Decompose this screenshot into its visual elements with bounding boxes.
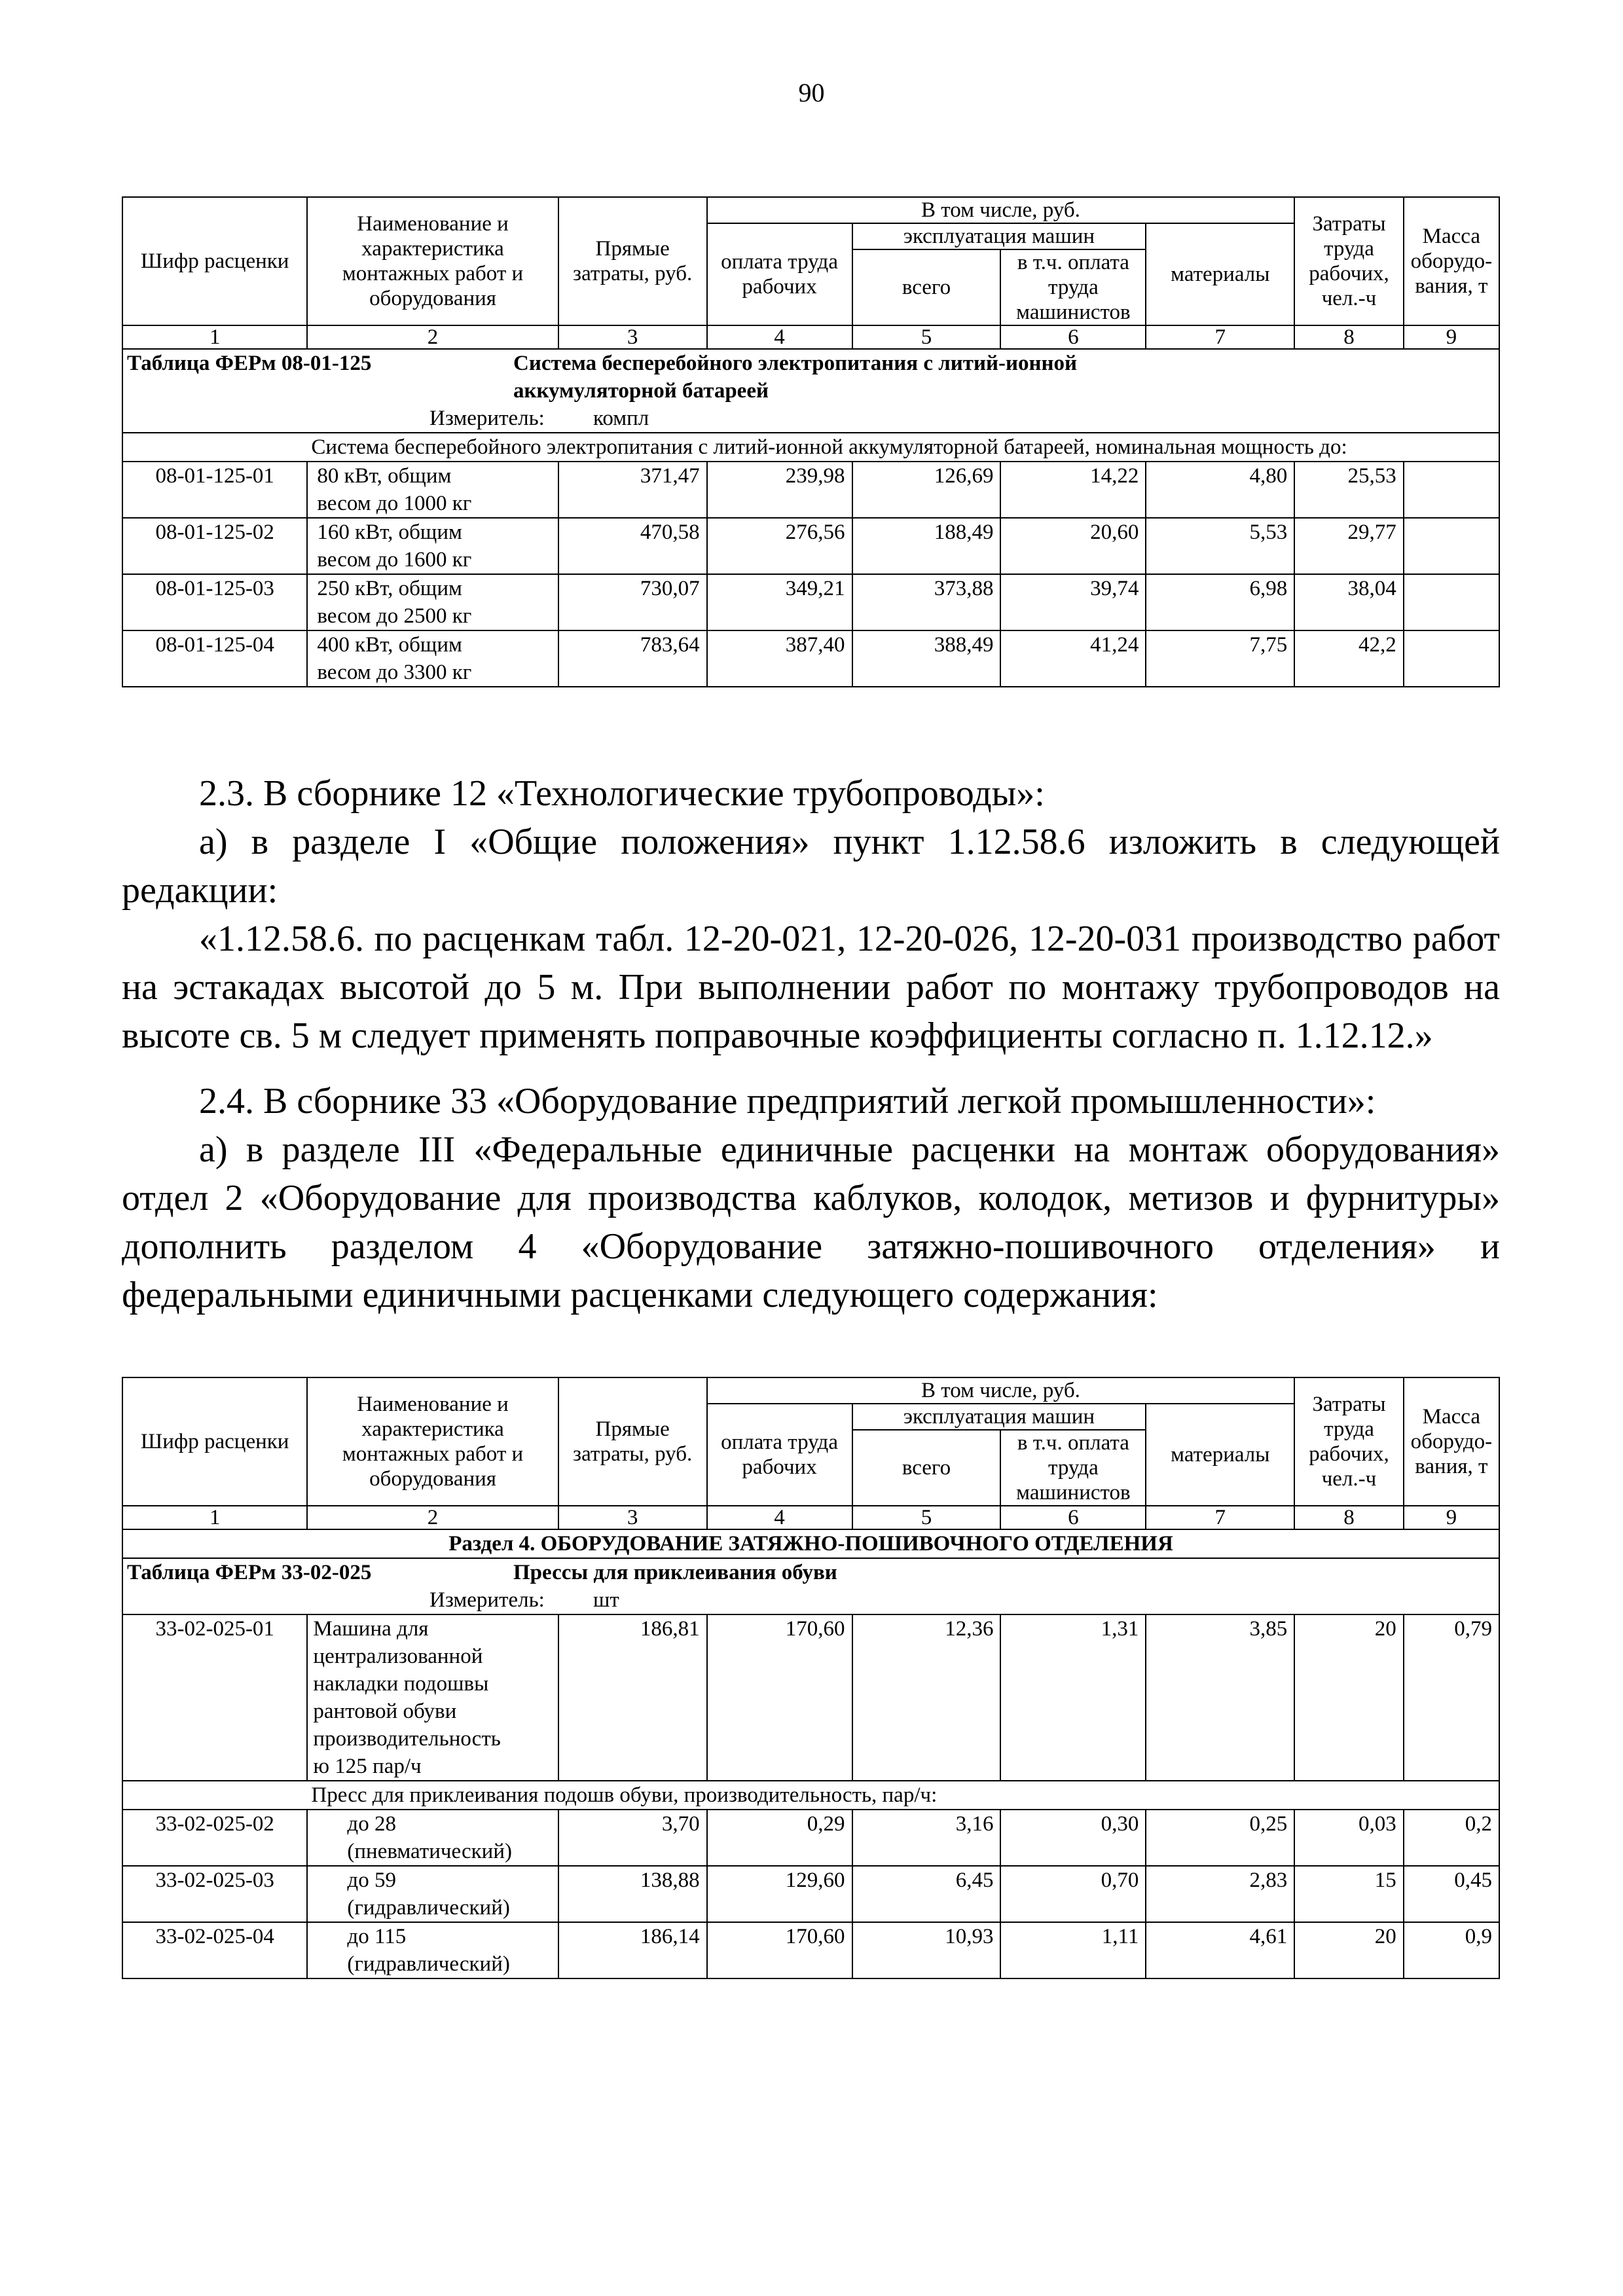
header-machinist-pay: в т.ч. оплата труда машинистов <box>1000 249 1146 325</box>
machines-total: 188,49 <box>852 518 1001 574</box>
equipment-mass: 0,2 <box>1404 1810 1499 1866</box>
labor-pay: 239,98 <box>707 462 852 518</box>
rate-code: 08-01-125-02 <box>122 518 307 574</box>
equipment-mass: 0,79 <box>1404 1614 1499 1781</box>
rate-name: 250 кВт, общим весом до 2500 кг <box>307 574 558 630</box>
table-row <box>122 1866 1499 1922</box>
materials: 6,98 <box>1146 574 1294 630</box>
labor-hours: 0,03 <box>1294 1810 1403 1866</box>
column-number: 2 <box>307 325 558 349</box>
machinist-pay: 20,60 <box>1000 518 1146 574</box>
labor-hours: 38,04 <box>1294 574 1403 630</box>
table-row <box>122 462 1499 518</box>
labor-pay: 349,21 <box>707 574 852 630</box>
direct-costs: 371,47 <box>558 462 707 518</box>
rate-name: 400 кВт, общим весом до 3300 кг <box>307 630 558 687</box>
column-number: 6 <box>1000 325 1146 349</box>
measure-label: Измеритель: <box>429 407 545 430</box>
rate-name: 80 кВт, общим весом до 1000 кг <box>307 462 558 518</box>
header-labor-pay: оплата труда рабочих <box>707 1404 852 1506</box>
table-row <box>122 1922 1499 1978</box>
header-materials: материалы <box>1146 1404 1294 1506</box>
column-number: 5 <box>852 325 1001 349</box>
rate-code: 33-02-025-04 <box>122 1922 307 1978</box>
direct-costs: 783,64 <box>558 630 707 687</box>
machines-total: 388,49 <box>852 630 1001 687</box>
rates-table-08-01-125 <box>122 196 1500 687</box>
labor-pay: 276,56 <box>707 518 852 574</box>
machinist-pay: 0,30 <box>1000 1810 1146 1866</box>
header-machines-total: всего <box>852 1430 1001 1506</box>
labor-hours: 20 <box>1294 1922 1403 1978</box>
materials: 7,75 <box>1146 630 1294 687</box>
direct-costs: 186,81 <box>558 1614 707 1781</box>
equipment-mass: 0,9 <box>1404 1922 1499 1978</box>
column-number: 1 <box>122 325 307 349</box>
materials: 5,53 <box>1146 518 1294 574</box>
machines-total: 126,69 <box>852 462 1001 518</box>
rate-code: 33-02-025-01 <box>122 1614 307 1781</box>
rate-code: 08-01-125-03 <box>122 574 307 630</box>
column-number: 7 <box>1146 1506 1294 1529</box>
column-number: 6 <box>1000 1506 1146 1529</box>
body-text <box>122 769 1500 1319</box>
materials: 2,83 <box>1146 1866 1294 1922</box>
paragraph: а) в разделе I «Общие положения» пункт 1.12.58.6 изложить в следующей редакции: <box>122 822 1500 911</box>
machinist-pay: 1,11 <box>1000 1922 1146 1978</box>
direct-costs: 730,07 <box>558 574 707 630</box>
machinist-pay: 1,31 <box>1000 1614 1146 1781</box>
labor-hours: 42,2 <box>1294 630 1403 687</box>
section-title: Раздел 4. ОБОРУДОВАНИЕ ЗАТЯЖНО-ПОШИВОЧНОГО ОТДЕЛЕНИЯ <box>122 1529 1499 1558</box>
header-machines: эксплуатация машин <box>852 223 1146 249</box>
table-row <box>122 1810 1499 1866</box>
paragraph: 2.3. В сборнике 12 «Технологические трубопроводы»: <box>199 773 1045 814</box>
rate-name: Машина для централизованной накладки подошвы рантовой обуви производительность ю 125 пар/ч <box>307 1614 558 1781</box>
equipment-mass <box>1404 462 1499 518</box>
machinist-pay: 39,74 <box>1000 574 1146 630</box>
page-number: 90 <box>798 78 825 107</box>
table-id: Таблица ФЕРм 33-02-025 <box>127 1561 372 1584</box>
table-name <box>513 350 1077 405</box>
materials: 4,80 <box>1146 462 1294 518</box>
equipment-mass <box>1404 574 1499 630</box>
table-name-line: аккумуляторной батареей <box>513 379 769 403</box>
table-title <box>122 349 1499 405</box>
group-heading: Пресс для приклеивания подошв обуви, производительность, пар/ч: <box>307 1781 1499 1810</box>
column-number: 5 <box>852 1506 1001 1529</box>
materials: 0,25 <box>1146 1810 1294 1866</box>
machines-total: 6,45 <box>852 1866 1001 1922</box>
header-labor-hours: Затраты труда рабочих, чел.-ч <box>1294 197 1403 325</box>
header-machines: эксплуатация машин <box>852 1404 1146 1430</box>
equipment-mass <box>1404 630 1499 687</box>
header-code: Шифр расценки <box>122 197 307 325</box>
labor-hours: 29,77 <box>1294 518 1403 574</box>
header-including: В том числе, руб. <box>707 1377 1295 1404</box>
header-machines-total: всего <box>852 249 1001 325</box>
machines-total: 3,16 <box>852 1810 1001 1866</box>
rate-code: 08-01-125-04 <box>122 630 307 687</box>
header-direct: Прямые затраты, руб. <box>558 197 707 325</box>
machines-total: 10,93 <box>852 1922 1001 1978</box>
table-row <box>122 630 1499 687</box>
paragraph: а) в разделе III «Федеральные единичные расценки на монтаж оборудования» отдел 2 «Оборудование для производства каблуков, колодок, метизов и фурнитуры» дополнить разделом 4 «Оборудование затяжно-пошивочного отделения» и федеральными единичными расценками следующего содержания: <box>122 1129 1500 1315</box>
column-number: 8 <box>1294 1506 1403 1529</box>
measure-label: Измеритель: <box>429 1588 545 1612</box>
labor-pay: 170,60 <box>707 1614 852 1781</box>
direct-costs: 138,88 <box>558 1866 707 1922</box>
header-code: Шифр расценки <box>122 1377 307 1506</box>
header-including: В том числе, руб. <box>707 197 1295 223</box>
labor-pay: 0,29 <box>707 1810 852 1866</box>
labor-pay: 387,40 <box>707 630 852 687</box>
header-direct: Прямые затраты, руб. <box>558 1377 707 1506</box>
header-name: Наименование и характеристика монтажных работ и оборудования <box>307 197 558 325</box>
table-row <box>122 518 1499 574</box>
machinist-pay: 14,22 <box>1000 462 1146 518</box>
header-labor-pay: оплата труда рабочих <box>707 223 852 325</box>
measure-unit <box>122 1586 1499 1614</box>
rate-name: до 115 (гидравлический) <box>307 1922 558 1978</box>
rate-code: 33-02-025-03 <box>122 1866 307 1922</box>
materials: 3,85 <box>1146 1614 1294 1781</box>
rate-code: 08-01-125-01 <box>122 462 307 518</box>
header-labor-hours: Затраты труда рабочих, чел.-ч <box>1294 1377 1403 1506</box>
column-number: 4 <box>707 1506 852 1529</box>
measure-value: компл <box>593 407 649 430</box>
column-number: 3 <box>558 325 707 349</box>
direct-costs: 470,58 <box>558 518 707 574</box>
labor-hours: 15 <box>1294 1866 1403 1922</box>
header-name: Наименование и характеристика монтажных работ и оборудования <box>307 1377 558 1506</box>
machinist-pay: 0,70 <box>1000 1866 1146 1922</box>
header-mass: Масса оборудо-вания, т <box>1404 197 1499 325</box>
machines-total: 373,88 <box>852 574 1001 630</box>
column-number: 9 <box>1404 325 1499 349</box>
materials: 4,61 <box>1146 1922 1294 1978</box>
header-machinist-pay: в т.ч. оплата труда машинистов <box>1000 1430 1146 1506</box>
direct-costs: 186,14 <box>558 1922 707 1978</box>
column-number: 3 <box>558 1506 707 1529</box>
labor-pay: 170,60 <box>707 1922 852 1978</box>
column-number: 9 <box>1404 1506 1499 1529</box>
measure-unit <box>122 405 1499 433</box>
rate-code: 33-02-025-02 <box>122 1810 307 1866</box>
labor-pay: 129,60 <box>707 1866 852 1922</box>
column-number: 2 <box>307 1506 558 1529</box>
machines-total: 12,36 <box>852 1614 1001 1781</box>
table-row <box>122 574 1499 630</box>
column-number: 4 <box>707 325 852 349</box>
direct-costs: 3,70 <box>558 1810 707 1866</box>
column-number: 8 <box>1294 325 1403 349</box>
paragraph: 2.4. В сборнике 33 «Оборудование предприятий легкой промышленности»: <box>199 1081 1376 1121</box>
rate-name: до 59 (гидравлический) <box>307 1866 558 1922</box>
machinist-pay: 41,24 <box>1000 630 1146 687</box>
rate-name: до 28 (пневматический) <box>307 1810 558 1866</box>
table-name-line: Система бесперебойного электропитания с литий-ионной <box>513 352 1078 375</box>
group-heading: Система бесперебойного электропитания с литий-ионной аккумуляторной батареей, номинальная мощность до: <box>307 433 1499 462</box>
table-name: Прессы для приклеивания обуви <box>513 1561 837 1584</box>
column-number: 1 <box>122 1506 307 1529</box>
paragraph: «1.12.58.6. по расценкам табл. 12-20-021, 12-20-026, 12-20-031 производство работ на эстакадах высотой до 5 м. При выполнении работ по монтажу трубопроводов на высоте св. 5 м следует применять поправочные коэффициенты согласно п. 1.12.12.» <box>122 919 1500 1056</box>
column-number: 7 <box>1146 325 1294 349</box>
labor-hours: 25,53 <box>1294 462 1403 518</box>
table-title <box>122 1558 1499 1586</box>
rate-name: 160 кВт, общим весом до 1600 кг <box>307 518 558 574</box>
rates-table-33-02-025 <box>122 1377 1500 1979</box>
header-mass: Масса оборудо-вания, т <box>1404 1377 1499 1506</box>
equipment-mass: 0,45 <box>1404 1866 1499 1922</box>
labor-hours: 20 <box>1294 1614 1403 1781</box>
equipment-mass <box>1404 518 1499 574</box>
table-id: Таблица ФЕРм 08-01-125 <box>127 352 372 375</box>
table-row <box>122 1614 1499 1781</box>
measure-value: шт <box>593 1588 619 1612</box>
header-materials: материалы <box>1146 223 1294 325</box>
